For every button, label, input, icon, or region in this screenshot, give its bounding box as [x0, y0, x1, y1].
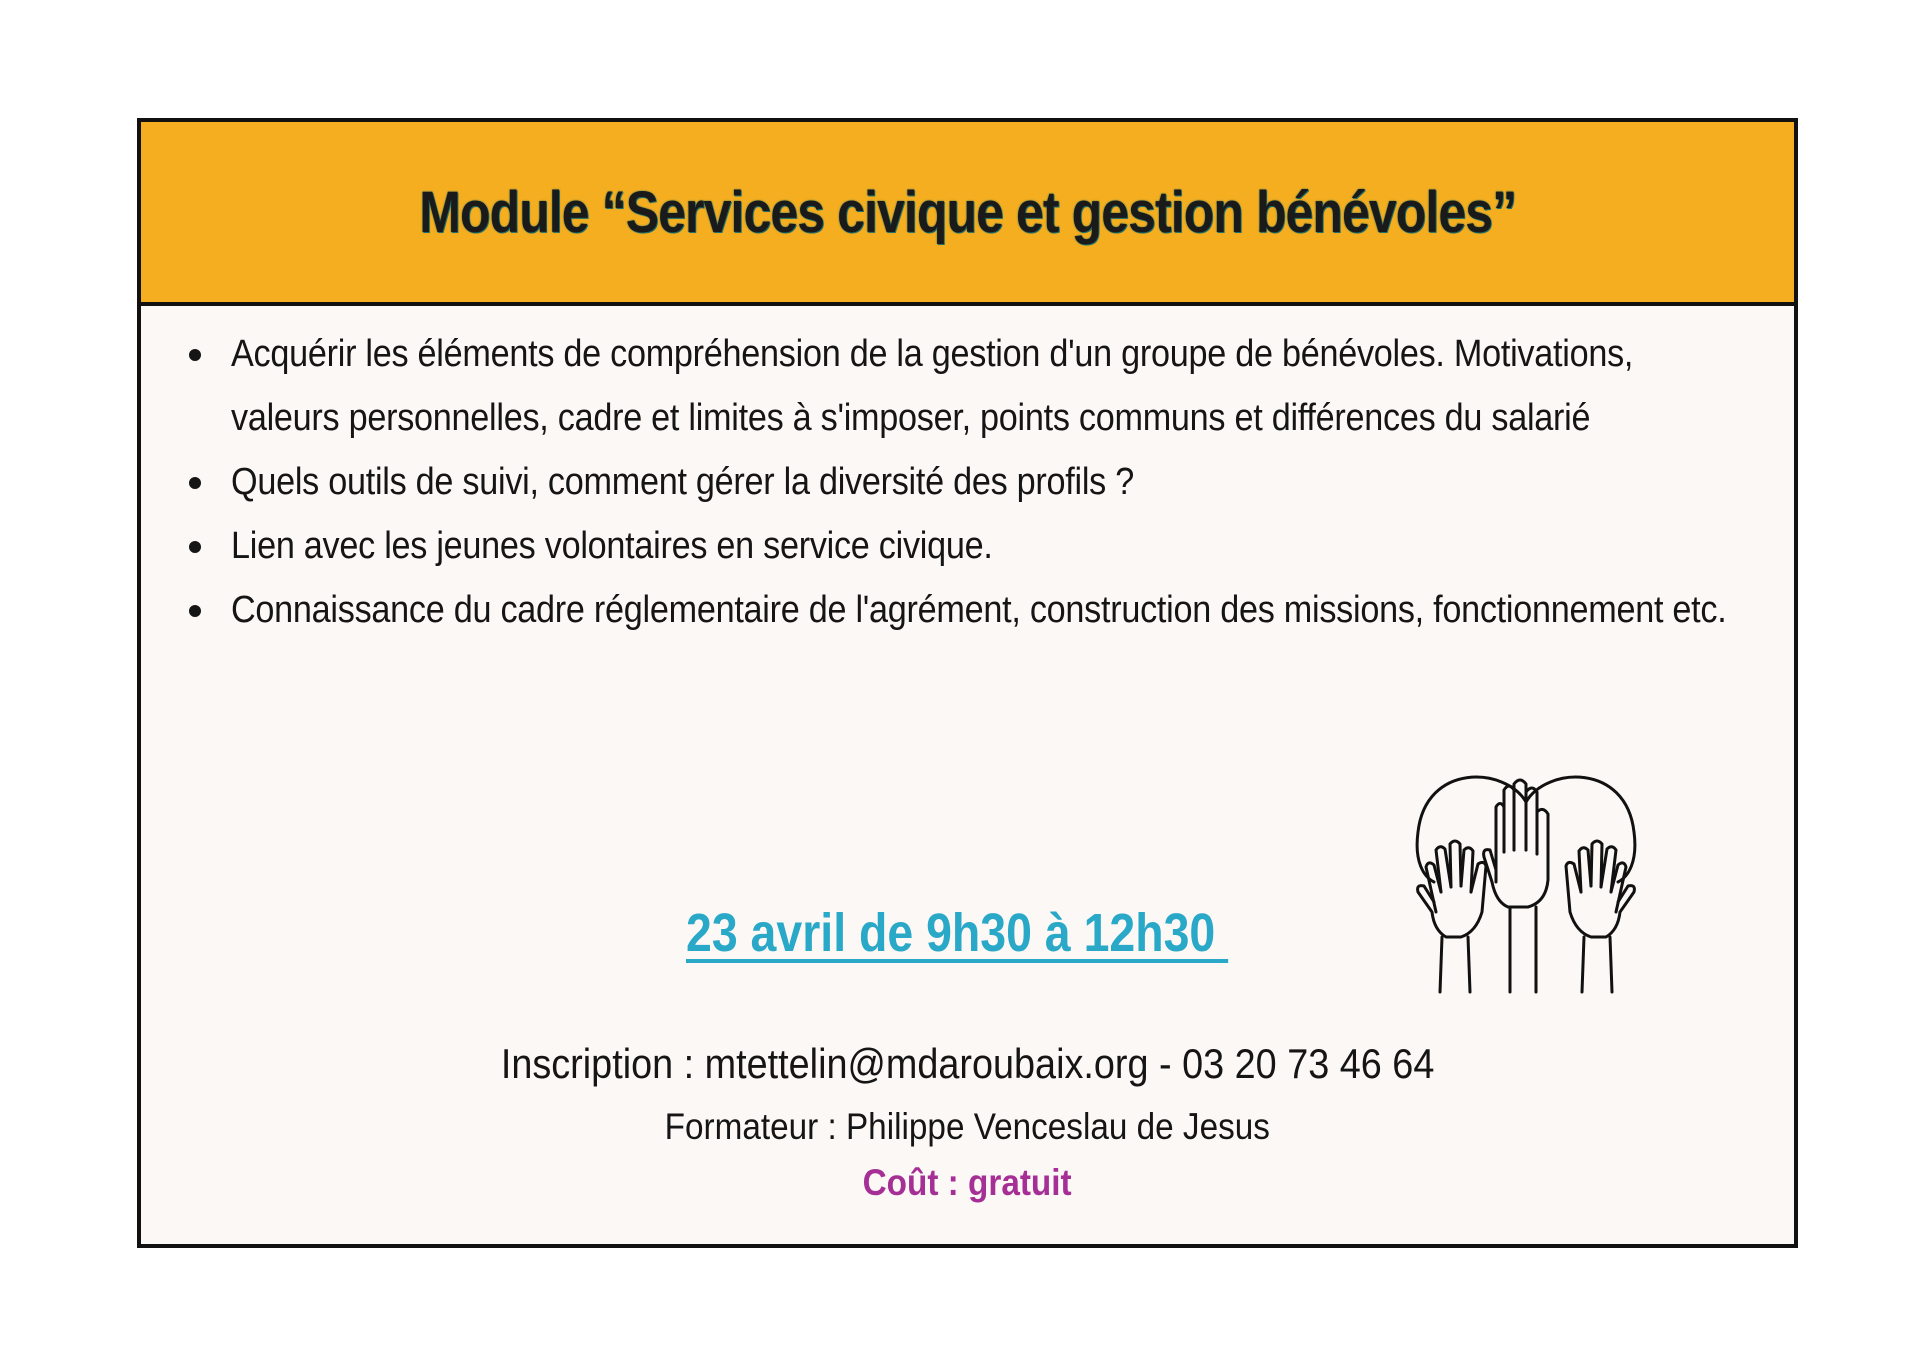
list-item-text: Quels outils de suivi, comment gérer la diversité des profils ?: [231, 461, 1134, 503]
list-item: [189, 322, 1749, 450]
heart-hands-icon: [1396, 762, 1656, 1002]
list-item: [189, 514, 1749, 578]
cost-text: Coût : gratuit: [862, 1162, 1072, 1203]
registration-text: Inscription : mtettelin@mdaroubaix.org - 03 20 73 46 64: [500, 1040, 1435, 1087]
list-item-text: Connaissance du cadre réglementaire de l'agrément, construction des missions, fonctionnement etc.: [231, 589, 1727, 631]
flyer-card: [137, 118, 1798, 1248]
list-item-text: Acquérir les éléments de compréhension de la gestion d'un groupe de bénévoles. Motivations, valeurs personnelles, cadre et limites à s'imposer, points communs et différences du salarié: [231, 333, 1634, 439]
list-item: [189, 578, 1749, 642]
module-title: Module “Services civique et gestion bénévoles”: [419, 179, 1516, 245]
registration-line: [141, 1040, 1794, 1088]
list-item: [189, 450, 1749, 514]
bullet-icon: [189, 541, 201, 553]
title-banner: [141, 122, 1794, 306]
bullet-icon: [189, 605, 201, 617]
bullet-icon: [189, 349, 201, 361]
list-item-text: Lien avec les jeunes volontaires en service civique.: [231, 525, 993, 567]
bullet-icon: [189, 477, 201, 489]
cost-line: [141, 1162, 1794, 1204]
trainer-line: [141, 1106, 1794, 1148]
trainer-text: Formateur : Philippe Venceslau de Jesus: [664, 1106, 1271, 1147]
event-date-link[interactable]: 23 avril de 9h30 à 12h30: [686, 903, 1229, 963]
objectives-list: [189, 322, 1749, 642]
